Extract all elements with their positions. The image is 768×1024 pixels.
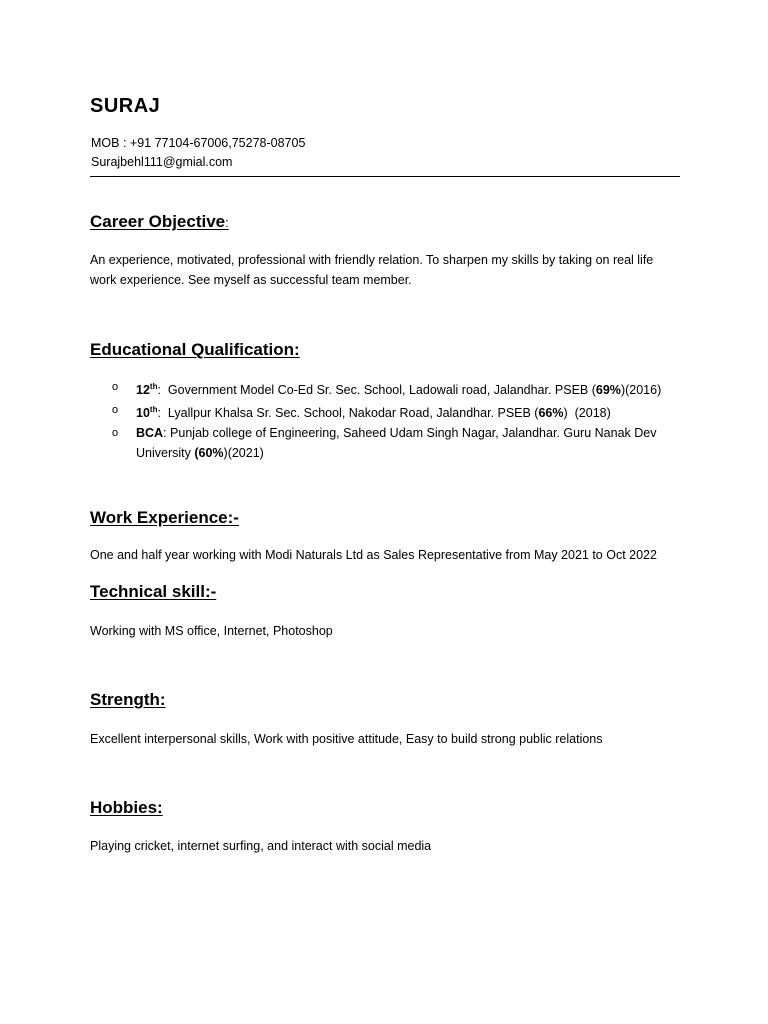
education-details: Punjab college of Engineering, Saheed Udam Singh Nagar, Jalandhar. Guru Nanak Dev University (136, 426, 657, 461)
education-list (90, 377, 680, 463)
education-percent: 66% (538, 406, 564, 421)
education-year: )(2016) (620, 383, 662, 398)
candidate-name: SURAJ (90, 95, 161, 117)
work-experience-heading: Work Experience:- (90, 508, 239, 527)
career-objective-title: Career Objective (90, 212, 226, 231)
hobbies-heading: Hobbies: (90, 798, 163, 817)
degree-colon: : (163, 426, 167, 441)
education-year: )(2021) (223, 446, 264, 461)
education-heading: Educational Qualification: (90, 340, 300, 359)
education-percent: (60% (194, 446, 224, 461)
header-divider (90, 176, 680, 177)
technical-skill-heading: Technical skill:- (90, 582, 217, 601)
bullet-marker: o (112, 381, 119, 393)
career-objective-colon: : (225, 215, 229, 230)
education-details: Government Model Co-Ed Sr. Sec. School, Ladowali road, Jalandhar. PSEB ( (160, 383, 596, 398)
education-year: ) (2018) (563, 406, 611, 421)
career-objective-text: An experience, motivated, professional with friendly relation. To sharpen my skills by taking on real life work experience. See myself as successful team member. (90, 253, 654, 287)
degree-label: 10th (136, 405, 158, 421)
work-experience-text: One and half year working with Modi Naturals Ltd as Sales Representative from May 2021 to Oct 2022 (90, 548, 657, 562)
technical-skill-text: Working with MS office, Internet, Photoshop (90, 624, 333, 638)
education-item-bca (90, 423, 680, 463)
strength-text: Excellent interpersonal skills, Work with positive attitude, Easy to build strong public relations (90, 732, 603, 746)
degree-colon: : (157, 406, 161, 421)
hobbies-text: Playing cricket, internet surfing, and interact with social media (90, 839, 432, 853)
bullet-marker: o (112, 404, 119, 417)
mobile-numbers: MOB : +91 77104-67006,75278-08705 (91, 136, 306, 150)
degree-label: 12th (136, 382, 158, 398)
career-objective-heading (90, 212, 229, 232)
bullet-marker: o (112, 427, 119, 440)
education-item-10th (90, 400, 680, 423)
degree-colon: : (157, 383, 161, 398)
degree-label: BCA (136, 426, 164, 441)
education-details: Lyallpur Khalsa Sr. Sec. School, Nakodar Road, Jalandhar. PSEB ( (160, 406, 539, 421)
education-item-12th (90, 377, 680, 400)
email-address: Surajbehl111@gmial.com (91, 155, 233, 169)
education-percent: 69% (595, 383, 621, 398)
strength-heading: Strength: (90, 690, 166, 709)
